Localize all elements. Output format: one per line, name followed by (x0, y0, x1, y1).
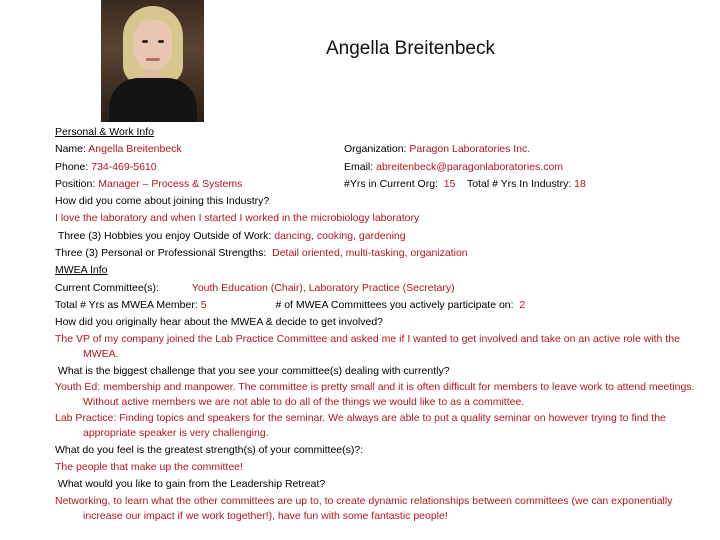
section-heading-mwea: MWEA Info (55, 264, 108, 277)
name-value: Angella Breitenbeck (88, 143, 182, 156)
answer-challenge-lab-practice: Lab Practice: Finding topics and speakers for the seminar. We always are able to put a quality seminar on however trying to find the appropriate speaker is very challenging. (55, 411, 666, 440)
yrs-industry-label: Total # Yrs In Industry: (466, 177, 572, 190)
answer-gain: Networking, to learn what the other committees are up to, to create dynamic relationships between committees (we can exponentially increase our impact if we work together!), have fun with some fantastic people! (55, 494, 673, 523)
active-committees-label: # of MWEA Committees you actively participate on: (275, 298, 514, 311)
yrs-industry-value: 18 (574, 177, 586, 190)
question-join: How did you come about joining this Industry? (55, 195, 270, 208)
answer-hear: The VP of my company joined the Lab Practice Committee and asked me if I wanted to get involved and take on an active role with the MWEA. (55, 332, 680, 361)
section-heading-personal: Personal & Work Info (55, 126, 155, 138)
phone-label: Phone: (55, 160, 89, 173)
yrs-org-label: #Yrs in Current Org: (344, 177, 438, 190)
phone-value: 734-469-5610 (91, 160, 157, 173)
strengths-value: Detail oriented, multi-tasking, organization (272, 247, 468, 260)
email-value: abreitenbeck@paragonlaboratories.com (376, 160, 564, 173)
committees-label: Current Committee(s): (55, 281, 159, 294)
question-gain: What would you like to gain from the Leadership Retreat? (57, 478, 326, 491)
position-label: Position: (55, 177, 96, 190)
question-strength: What do you feel is the greatest strength(s) of your committee(s)?: (55, 443, 364, 456)
answer-join: I love the laboratory and when I started I worked in the microbiology laboratory (55, 212, 420, 225)
question-hear: How did you originally hear about the MWEA & decide to get involved? (55, 316, 384, 329)
name-label: Name: (55, 143, 86, 156)
page-title: Angella Breitenbeck (326, 38, 495, 59)
member-years-value: 5 (200, 298, 207, 311)
hobbies-label: Three (3) Hobbies you enjoy Outside of Work: (57, 229, 272, 242)
answer-strength: The people that make up the committee! (55, 461, 243, 474)
question-challenge: What is the biggest challenge that you see your committee(s) dealing with currently? (57, 364, 450, 377)
yrs-org-value: 15 (443, 177, 456, 190)
profile-photo (101, 0, 204, 122)
answer-challenge-youth-ed: Youth Ed: membership and manpower. The committee is pretty small and it is often difficult for members to leave work to attend meetings. Without active members we are not able to do all of the things we would like to as a committee. (55, 380, 695, 409)
hobbies-value: dancing, cooking, gardening (274, 229, 406, 242)
strengths-label: Three (3) Personal or Professional Strengths: (55, 247, 267, 260)
email-label: Email: (344, 160, 374, 173)
org-value: Paragon Laboratories Inc. (409, 143, 531, 156)
member-years-label: Total # Yrs as MWEA Member: (55, 298, 198, 311)
profile-content (55, 124, 695, 525)
committees-value: Youth Education (Chair), Laboratory Practice (Secretary) (191, 281, 455, 294)
position-value: Manager – Process & Systems (98, 177, 243, 190)
org-label: Organization: (344, 143, 407, 156)
active-committees-value: 2 (519, 298, 526, 311)
